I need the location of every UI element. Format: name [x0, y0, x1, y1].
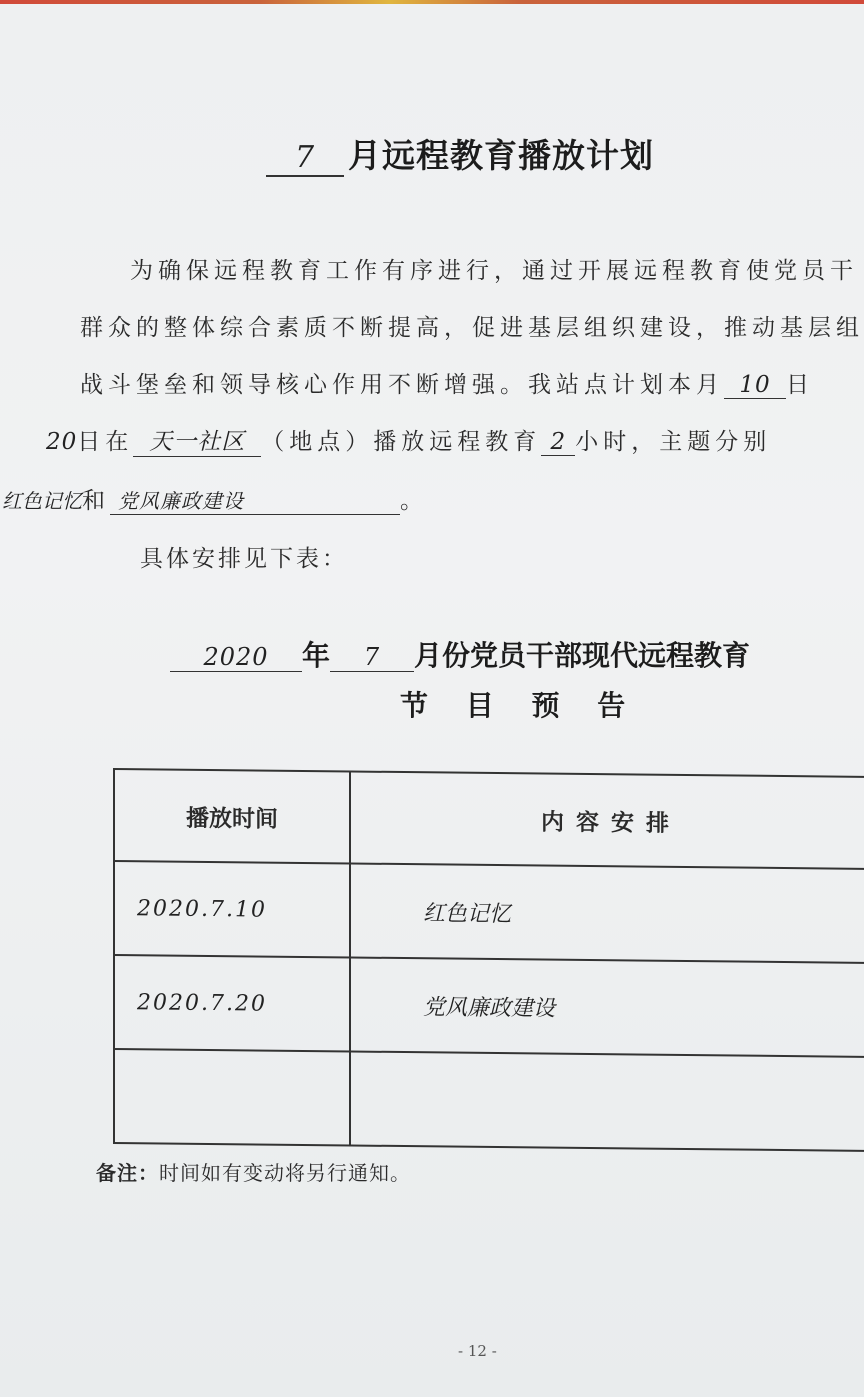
- row-time: 2020.7.10: [114, 861, 350, 957]
- paragraph-line-4: [46, 423, 771, 457]
- day1-blank: 10: [724, 372, 786, 399]
- program-year-label: 年: [302, 639, 331, 672]
- note-label: 备注：: [96, 1161, 159, 1185]
- paragraph-line-4-b: （地点）播放远程教育: [261, 429, 542, 455]
- title-month-blank: 7: [266, 140, 344, 177]
- row-content: 党风廉政建设: [350, 957, 864, 1056]
- day2-value: 20: [46, 429, 78, 455]
- table-header-row: [114, 769, 864, 869]
- paragraph-line-2: 群众的整体综合素质不断提高，促进基层组织建设，推动基层组: [80, 315, 864, 341]
- row-time: [114, 1049, 350, 1145]
- paragraph-line-1: 为确保远程教育工作有序进行，通过开展远程教育使党员干: [130, 258, 858, 284]
- paragraph-line-5: [2, 482, 428, 515]
- header-time: 播放时间: [114, 769, 350, 863]
- page-title: [266, 130, 654, 177]
- program-subtitle: 节 目 预 告: [400, 689, 640, 722]
- hours-blank: 2: [541, 429, 575, 456]
- location-blank: 天一社区: [133, 423, 261, 457]
- program-month-label: 月份党员干部现代远程教育: [414, 639, 751, 672]
- note-text: 时间如有变动将另行通知。: [159, 1161, 411, 1185]
- row-content: 红色记忆: [350, 863, 864, 962]
- schedule-table: [113, 768, 864, 1152]
- topic2-blank: 党风廉政建设: [110, 485, 400, 515]
- title-text: 月远程教育播放计划: [348, 136, 654, 175]
- topic1-tail: 红色记忆: [2, 489, 82, 513]
- program-heading: [170, 634, 750, 674]
- paragraph-line-3: [80, 366, 814, 399]
- header-content: 内容安排: [350, 771, 864, 868]
- program-month-blank: 7: [330, 643, 414, 672]
- table-row: [114, 861, 864, 963]
- table-row: [114, 1049, 864, 1151]
- paragraph-day-suffix: 日: [786, 372, 814, 398]
- paragraph-line-4-c: 小时，主题分别: [575, 429, 772, 455]
- paragraph-line-4-a: 日在: [77, 429, 134, 455]
- table-row: [114, 955, 864, 1057]
- paragraph-line-5-end: 。: [400, 488, 428, 514]
- program-year-blank: 2020: [170, 643, 302, 672]
- document-page: [0, 4, 864, 1397]
- note: [96, 1157, 411, 1186]
- paragraph-line-3-text: 战斗堡垒和领导核心作用不断增强。我站点计划本月: [80, 372, 724, 398]
- page-number: - 12 -: [458, 1342, 497, 1360]
- paragraph-and: 和: [82, 488, 110, 514]
- row-content: [350, 1051, 864, 1150]
- row-time: 2020.7.20: [114, 955, 350, 1051]
- paragraph-line-6: 具体安排见下表：: [140, 546, 348, 572]
